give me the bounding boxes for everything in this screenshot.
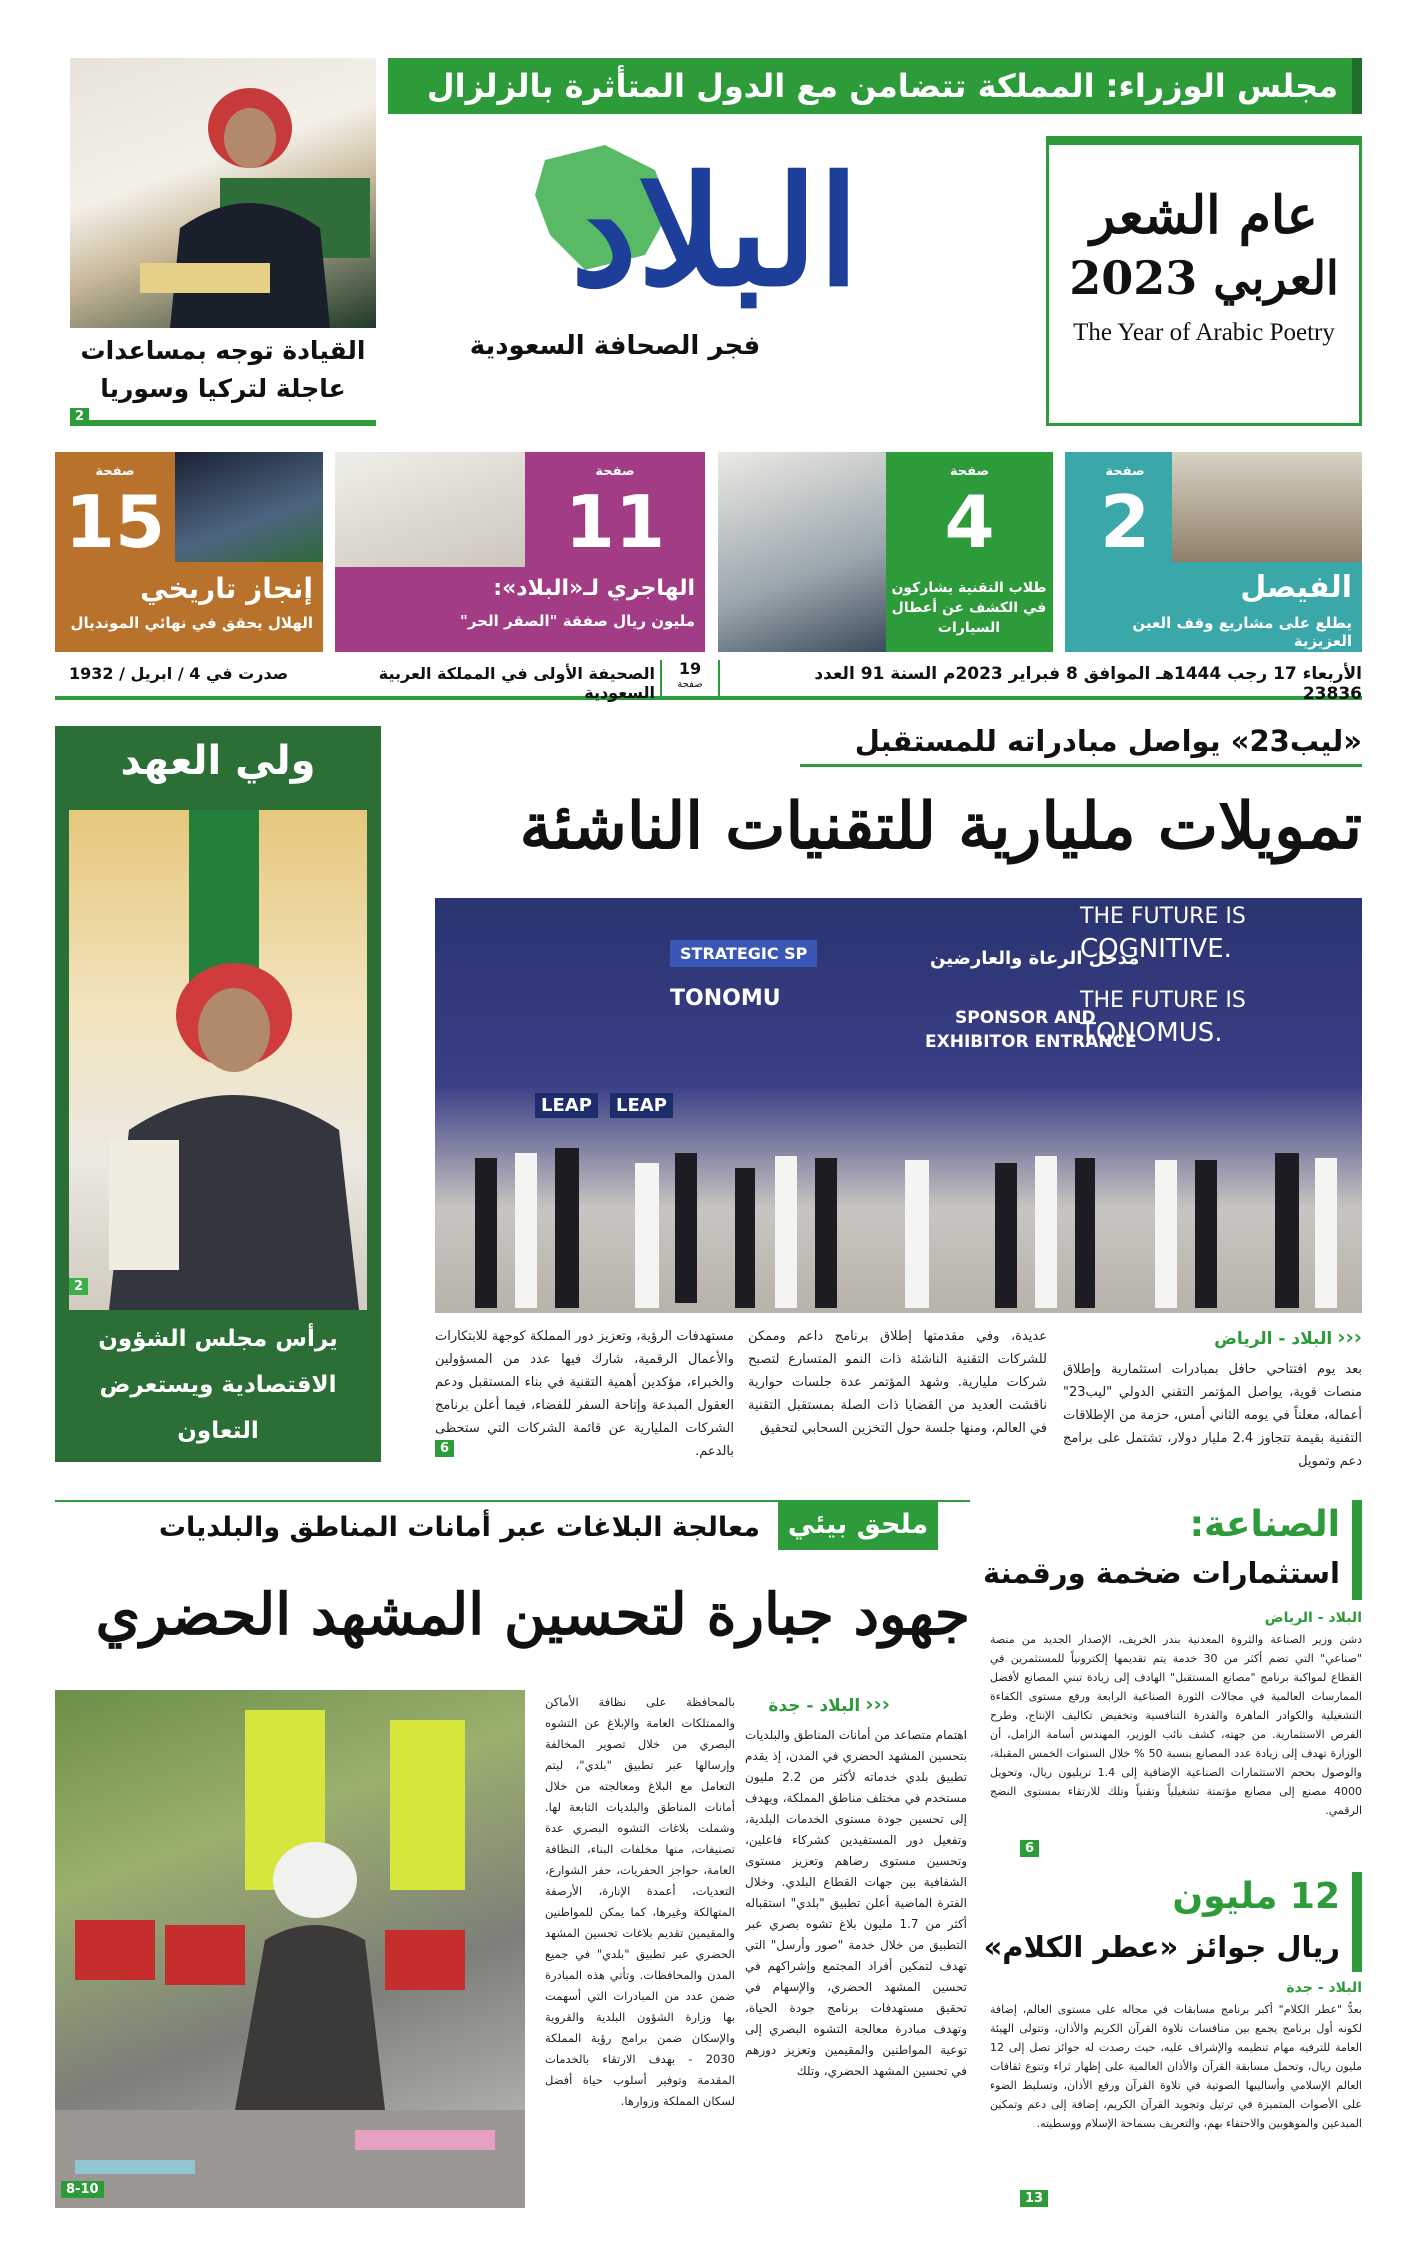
top-headline-bar[interactable] [388,58,1362,114]
awards-label: 12 مليون [1172,1876,1340,1917]
lead-sign-9: TONOMUS. [1080,1018,1223,1048]
awards-section[interactable] [983,1872,1362,2212]
top-headline: مجلس الوزراء: المملكة تتضامن مع الدول المتأثرة بالزلزال [426,67,1338,105]
lead-headline[interactable]: تمويلات مليارية للتقنيات الناشئة [519,789,1362,864]
teaser-1-page-label: صفحة [1105,464,1145,479]
masthead-tagline: فجر الصحافة السعودية [469,331,761,361]
teaser-4-page: 15 [64,480,166,564]
lead-byline [1070,1325,1362,1349]
supplement-byline-text: البلاد - جدة [768,1696,861,1716]
crown-prince-photo [69,810,367,1310]
teaser-4[interactable] [55,452,323,652]
crown-prince-label: ولي العهد [120,738,316,784]
awards-byline: البلاد - جدة [1286,1980,1362,1996]
lead-sign-11: LEAP [610,1093,673,1118]
lead-column-3: مستهدفات الرؤية، وتعزيز دور المملكة كوجهة للابتكارات والأعمال الرقمية، شارك فيها عدد من المسؤولين والخبراء، مؤكدين أهمية التقنية في بناء المستقبل ودعم العقول المبدعة وإتاحة السفر للفضاء، فيما أعلن برنامج الشركات المليارية عن قائمة الشركات التي ستحظى بالدعم. [435,1329,734,1459]
supplement-kicker: معالجة البلاغات عبر أمانات المناطق والبلديات [158,1512,760,1543]
crown-caption-line-3: مع رئيسة وزراء إيطاليا [89,1464,347,1490]
byline-chevrons-icon: ‹‹‹ [1337,1325,1362,1349]
teaser-4-photo [175,452,323,562]
page-count: 19 [678,659,702,678]
painting-workers [55,1690,525,2208]
industry-section[interactable] [983,1500,1362,1870]
poetry-title-en: The Year of Arabic Poetry [1073,319,1335,346]
crown-prince-caption [55,1316,381,1500]
teaser-4-sub: الهلال يحقق في نهائي المونديال [70,614,313,632]
masthead-title: البلاد [570,144,860,320]
teaser-3-title: الهاجري لـ«البلاد»: [493,576,695,601]
supplement-badge[interactable]: ملحق بيئي [778,1500,938,1550]
crown-caption-line-1: يرأس مجلس الشؤون [98,1326,338,1352]
poetry-title-line-2: العربي 2023 [1069,251,1339,305]
king-photo[interactable] [70,58,376,328]
awards-headline: ريال جوائز «عطر الكلام» [983,1930,1340,1964]
teaser-2-page: 4 [944,480,995,564]
teaser-3-photo [335,452,525,567]
page-count-box [660,660,720,696]
supplement-headline[interactable]: جهود جبارة لتحسين المشهد الحضري [95,1581,970,1648]
lead-column-1: بعد يوم افتتاحي حافل بمبادرات استثمارية وإطلاق منصات قوية، يواصل المؤتمر التقني الدولي "ليب23" أعماله، معلناً في يومه الثاني أمس، حزمة من الإطلاقات التقنية بقيمة تتجاوز 2.4 مليار دولار، تشتمل على برامج دعم وتمويل [1063,1362,1362,1469]
supplement-column-1: اهتمام متصاعد من أمانات المناطق والبلديات بتحسين المشهد الحضري في المدن، إذ يقدم تطبيق بلدي خدماته لأكثر من 2.2 مليون مستخدم في مختلف مناطق المملكة، ويهدف إلى تحسين جودة مستوى الخدمات البلدية، وتفعيل دور المستفيدين كشركاء فاعلين، وتحسين مستوى رضاهم وتعزيز مستوى الشفافية بين جهات القطاع البلدي. وخلال الفترة الماضية أعلن تطبيق "بلدي" استقباله أكثر من 1.7 مليون بلاغ تشوه بصري عبر التطبيق من خلال خدمة "صور وأرسل" التي تهدف لتمكين أفراد المجتمع وإشراكهم في تحسين المشهد الحضري، والإسهام في تحقيق مستهدفات برنامج جودة الحياة، وتهدف مبادرة معالجة التشوه البصري إلى توعية المواطنين والمقيمين وتعزيز دورهم في تحسين المشهد الحضري، وتلك [745,1728,967,2078]
teaser-4-title: إنجاز تاريخي [140,572,313,605]
teaser-1-photo [1172,452,1362,562]
lead-sign-6: THE FUTURE IS [1080,904,1246,929]
lead-sign-1: STRATEGIC SP [670,940,817,967]
industry-page-number[interactable]: 6 [1020,1840,1039,1857]
masthead-logo[interactable] [455,135,975,375]
crown-prince-panel[interactable] [55,726,381,1490]
teaser-3-sub: مليون ريال صفقة "الصقر الحر" [460,612,695,630]
industry-accent-bar [1352,1500,1362,1600]
supplement-photo[interactable] [55,1690,525,2208]
lead-byline-text: البلاد - الرياض [1214,1329,1333,1349]
lead-photo[interactable] [435,898,1362,1313]
lead-column-2: عديدة، وفي مقدمتها إطلاق برنامج داعم وممكن للشركات التقنية الناشئة ذات النمو المتسارع لتصبح شركات مليارية. وشهد المؤتمر عدة جلسات حوارية ناقشت العديد من القضايا ذات الصلة بمستقبل التقنية في العالم، ومنها جلسة حول التخزين السحابي لتحقيق [748,1329,1047,1436]
awards-accent-bar [1352,1872,1362,1972]
lead-sign-4: SPONSOR AND [955,1008,1096,1028]
teaser-2-sub: طلاب التقنية يشاركون في الكشف عن أعطال السيارات [891,580,1047,636]
lead-sign-5: EXHIBITOR ENTRANCE [925,1032,1137,1052]
crowd-figures [435,898,1362,1313]
lead-sign-8: THE FUTURE IS [1080,988,1246,1013]
industry-label: الصناعة: [1189,1504,1340,1545]
lead-sign-2: TONOMU [670,986,781,1011]
teaser-2[interactable] [718,452,1053,652]
industry-headline: استثمارات ضخمة ورقمنة [983,1556,1340,1590]
supplement-page-number[interactable]: 8-10 [61,2181,104,2198]
industry-body: دشن وزير الصناعة والثروة المعدنية بندر الخريف، الإصدار الجديد من منصة "صناعي" التي تضم أكثر من 30 خدمة يتم تقديمها إلكترونياً للمستثمرين في القطاع لمواكبة برنامج "مصانع المستقبل" الهادف إلى زيادة تبني المصانع لأفضل الممارسات العالمية في مجالات الثورة الصناعية الرابعة ورفع مستوى الكفاءة التشغيلية والكوادر الماهرة والقدرة التنافسية وتخفيض تكاليف الإنتاج، وطرح الفرص الاستثمارية. من جهته، كشف نائب الوزير، المهندس أسامة الزامل، أن الوزارة تهدف إلى زيادة عدد المصانع بنسبة 50 % خلال السنوات الخمس المقبلة، والوصول بحجم الاستثمارات الصناعية الإضافية إلى 1.4 تريليون ريال، وتحويل 4000 مصنع إلى مصانع مؤتمتة تشغيلياً وتقنياً وتلك للارتقاء بمستوى النضج الرقمي. [990,1633,1362,1817]
teaser-3[interactable] [335,452,705,652]
king-caption-rule [70,420,376,426]
dateline-bar [55,659,1362,704]
king-caption[interactable] [70,332,376,422]
king-caption-line-1: القيادة توجه بمساعدات [80,336,366,365]
teaser-2-page-label: صفحة [949,464,990,479]
crown-caption-line-2: الاقتصادية ويستعرض التعاون [99,1372,337,1444]
poetry-year-box[interactable] [1046,136,1362,426]
king-page-number[interactable]: 2 [70,408,89,425]
teaser-1-title: الفيصل [1240,570,1352,605]
awards-page-number[interactable]: 13 [1020,2190,1048,2207]
lead-sign-3: مدخل الرعاة والعارضين [930,948,1140,969]
lead-sign-10: LEAP [535,1093,598,1118]
lead-sign-7: COGNITIVE. [1080,934,1232,964]
teaser-4-page-label: صفحة [95,464,135,479]
king-figure [70,58,376,328]
industry-byline: البلاد - الرياض [1264,1610,1362,1626]
king-caption-line-2: عاجلة لتركيا وسوريا [100,374,346,403]
teaser-2-photo [718,452,886,652]
poetry-title-line-1: عام الشعر [1090,185,1318,246]
lead-page-number[interactable]: 6 [435,1440,454,1457]
teaser-1[interactable] [1065,452,1362,652]
teaser-3-page: 11 [564,480,666,564]
issue-date: الأربعاء 17 رجب 1444هـ الموافق 8 فبراير 2023م السنة 91 العدد 23836 [814,664,1362,704]
awards-body: بعدُّ "عطر الكلام" أكبر برنامج مسابقات في مجاله على مستوى العالم، إضافة لكونه أول برنامج يجمع بين منافسات تلاوة القرآن الكريم والأذان، وتتولى الهيئة العامة للترفيه مهام تنظيمه والإشراف عليه، حيث رصدت له جوائز تصل إلى 12 مليون ريال، وتحمل مسابقة القرآن والأذان العالمية على إظهار ثراء وتنوع ثقافات العالم الإسلامي وأساليبها الصوتية في تلاوة القرآن ورفع الأذان، وتسليط الضوء على الأصوات المتميزة في ترتيل وتجويد القرآن الكريم، إضافة إلى دعم وتمكين المبدعين والموهوبين والاحتفاء بهم، والتعريف بسماحة الإسلام ووسطيته. [990,2003,1362,2130]
supplement-column-2: بالمحافظة على نظافة الأماكن والممتلكات العامة والإبلاغ عن التشوه البصري من خلال تصوير المخالفة وإرسالها عبر تطبيق "بلدي"، ليتم التعامل مع البلاغ ومعالجته من خلال أمانات المناطق والبلديات التابعة لها. وشملت بلاغات التشوه البصري عدة تصنيفات، منها مخلفات البناء، النظافة العامة، حواجز الحفريات، حفر الشوارع، التعديات، أعمدة الإنارة، الأرصفة المتهالكة وغيرها، كما يمكن للمواطنين والمقيمين تقديم بلاغات تحسين المشهد الحضري عبر تطبيق "بلدي" في جميع المدن والمحافظات. وتأتي هذه المبادرة ضمن عدد من المبادرات التي أسهمت بها وزارة الشؤون البلدية والقروية والإسكان ضمن برامج رؤية المملكة 2030 - بهدف الارتقاء بالخدمات المقدمة وتوفير أسلوب حياة أفضل لسكان المملكة وزوارها. [545,1695,735,2108]
lead-kicker: «ليب23» يواصل مبادراته للمستقبل [800,718,1362,767]
teaser-3-page-label: صفحة [595,464,635,479]
teaser-1-sub: يطلع على مشاريع وقف العين العزيزية [1132,614,1352,650]
page-count-label: صفحة [677,679,703,690]
founded-date: صدرت في 4 / ابريل / 1932 [69,664,289,683]
newspaper-motto: الصحيفة الأولى في المملكة العربية السعودية [378,664,655,702]
crown-page-number[interactable]: 2 [69,1278,88,1295]
supplement-byline-chevrons-icon: ‹‹‹ [865,1692,890,1716]
teaser-1-page: 2 [1099,480,1151,564]
